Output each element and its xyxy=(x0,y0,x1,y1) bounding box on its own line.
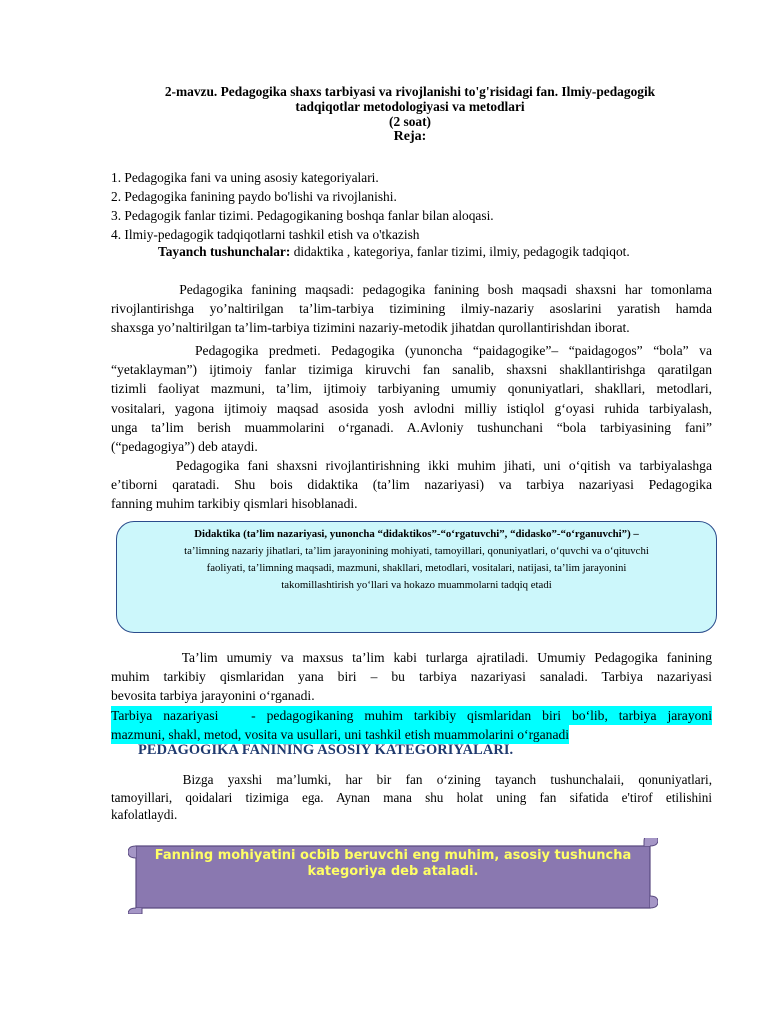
scroll-banner xyxy=(128,838,658,914)
text-line: Pedagogika fanining maqsadi: pedagogika fanining bosh maqsadi shaxsni har tomonlama xyxy=(111,282,712,297)
didactics-heading: Didaktika (ta’lim nazariyasi, yunoncha “didaktikos”-“o‘rgatuvchi”, “didasko”-“o‘rganuvchi”) – xyxy=(194,528,639,540)
paragraph-goal xyxy=(111,280,712,338)
paragraph-concepts xyxy=(111,771,712,824)
keywords-line xyxy=(158,244,630,260)
text-line: vositalari, yagona ijtimoiy maqsad asosida yosh avlodni milliy istiqlol g‘oyasi ruhida tarbiyalash, xyxy=(111,400,712,416)
text-line: Pedagogika fani shaxsni rivojlantirishning ikki muhim jihati, uni o‘qitish va tarbiyalashga xyxy=(111,458,712,473)
text-line: rivojlantirishga yo’naltirilgan ta’lim-tarbiya tizimining ilmiy-nazariy asoslarini yaratish hamda xyxy=(111,301,712,317)
text-line: “yetaklayman”) ijtimoiy fanlar tizimiga kiruvchi fan sanalib, shaxsni shakllantirishga qaratilgan xyxy=(111,362,712,378)
text-line: shaxsga yo’naltirilgan ta’lim-tarbiya tizimini nazariy-metodik jihatdan qurollantirishdan iborat. xyxy=(111,320,630,336)
keywords-text: didaktika , kategoriya, fanlar tizimi, ilmiy, pedagogik tadqiqot. xyxy=(290,244,630,259)
text-line: tamoyillari, qoidalari tizimiga ega. Aynan mana shu holat uning fan sifatida e'tirof etilishini xyxy=(111,789,712,805)
text-line: Bizga yaxshi ma’lumki, har bir fan o‘zining tayanch tushunchalaii, qonuniyatlari, xyxy=(111,772,712,787)
text-line: Ta’lim umumiy va maxsus ta’lim kabi turlarga ajratiladi. Umumiy Pedagogika fanining xyxy=(111,650,712,665)
didactics-line: faoliyati, ta’limning maqsadi, mazmuni, shakllari, metodlari, vositalari, natijasi, ta’lim jarayonini xyxy=(206,562,627,574)
text-line: muhim tarkibiy qismlaridan yana biri – bu tarbiya nazariyasi sanaladi. Tarbiya nazariyasi xyxy=(111,669,712,685)
didactics-definition-box xyxy=(116,521,717,633)
didactics-line: ta’limning nazariy jihatlari, ta’lim jarayonining mohiyati, tamoyillari, qonuniyatlari, o‘quvchi va o‘qituvchi xyxy=(184,545,649,557)
text-line: (“pedagogiya”) deb ataydi. xyxy=(111,439,258,455)
lesson-title-block xyxy=(100,84,720,145)
banner-line: Fanning mohiyatini ocbib beruvchi eng muhim, asosiy tushuncha xyxy=(154,848,632,863)
paragraph-education-types xyxy=(111,648,712,706)
plan-list xyxy=(111,168,494,244)
text-line: fanning muhim tarkibiy qismlari hisoblanadi. xyxy=(111,496,358,512)
text-line: tizimli faoliyat mazmuni, ta’lim, ijtimoiy tarbiyaning umumiy qonuniyatlari, shakllari, metodlari, xyxy=(111,381,712,397)
highlighted-line: Tarbiya nazariyasi - pedagogikaning muhim tarkibiy qismlaridan biri bo‘lib, tarbiya jarayoni xyxy=(111,706,712,725)
paragraph-aspects xyxy=(111,456,712,514)
title-line-2: tadqiqotlar metodologiyasi va metodlari xyxy=(295,99,525,114)
plan-item: 2. Pedagogika fanining paydo bo'lishi va rivojlanishi. xyxy=(111,189,397,204)
title-line-1: 2-mavzu. Pedagogika shaxs tarbiyasi va rivojlanishi to'g'risidagi fan. Ilmiy-pedagogik xyxy=(164,84,656,99)
scroll-banner-text xyxy=(128,848,658,880)
banner-line: kategoriya deb ataladi. xyxy=(307,864,479,879)
highlighted-line: mazmuni, shakl, metod, vosita va usullari, uni tashkil etish muammolarini o‘rganadi xyxy=(111,725,569,744)
highlighted-definition xyxy=(111,706,712,744)
title-hours: (2 soat) xyxy=(388,114,432,129)
didactics-line: takomillashtirish yo‘llari va hokazo muammolarni tadqiq etadi xyxy=(281,579,552,591)
paragraph-subject xyxy=(111,341,712,456)
text-line: kafolatlaydi. xyxy=(111,807,178,822)
plan-heading: Reja: xyxy=(393,129,427,144)
keywords-label: Tayanch tushunchalar: xyxy=(158,244,291,259)
text-line: Pedagogika predmeti. Pedagogika (yunoncha “paidagogike”– “paidagogos” “bola” va xyxy=(111,343,712,358)
plan-item: 3. Pedagogik fanlar tizimi. Pedagogikaning boshqa fanlar bilan aloqasi. xyxy=(111,208,494,223)
plan-item: 4. Ilmiy-pedagogik tadqiqotlarni tashkil etish va o'tkazish xyxy=(111,227,420,242)
text-line: unga ta’lim berish muammolarini o‘rganadi. A.Avloniy tushunchani “bola tarbiyasining fani” xyxy=(111,419,712,435)
plan-item: 1. Pedagogika fani va uning asosiy kategoriyalari. xyxy=(111,170,379,185)
text-line: bevosita tarbiya jarayonini o‘rganadi. xyxy=(111,688,315,704)
section-heading: PEDAGOGIKA FANINING ASOSIY KATEGORIYALARI. xyxy=(138,742,514,758)
text-line: e’tiborni qaratadi. Shu bois didaktika (ta’lim nazariyasi) va tarbiya nazariyasi Pedagogika xyxy=(111,477,712,493)
